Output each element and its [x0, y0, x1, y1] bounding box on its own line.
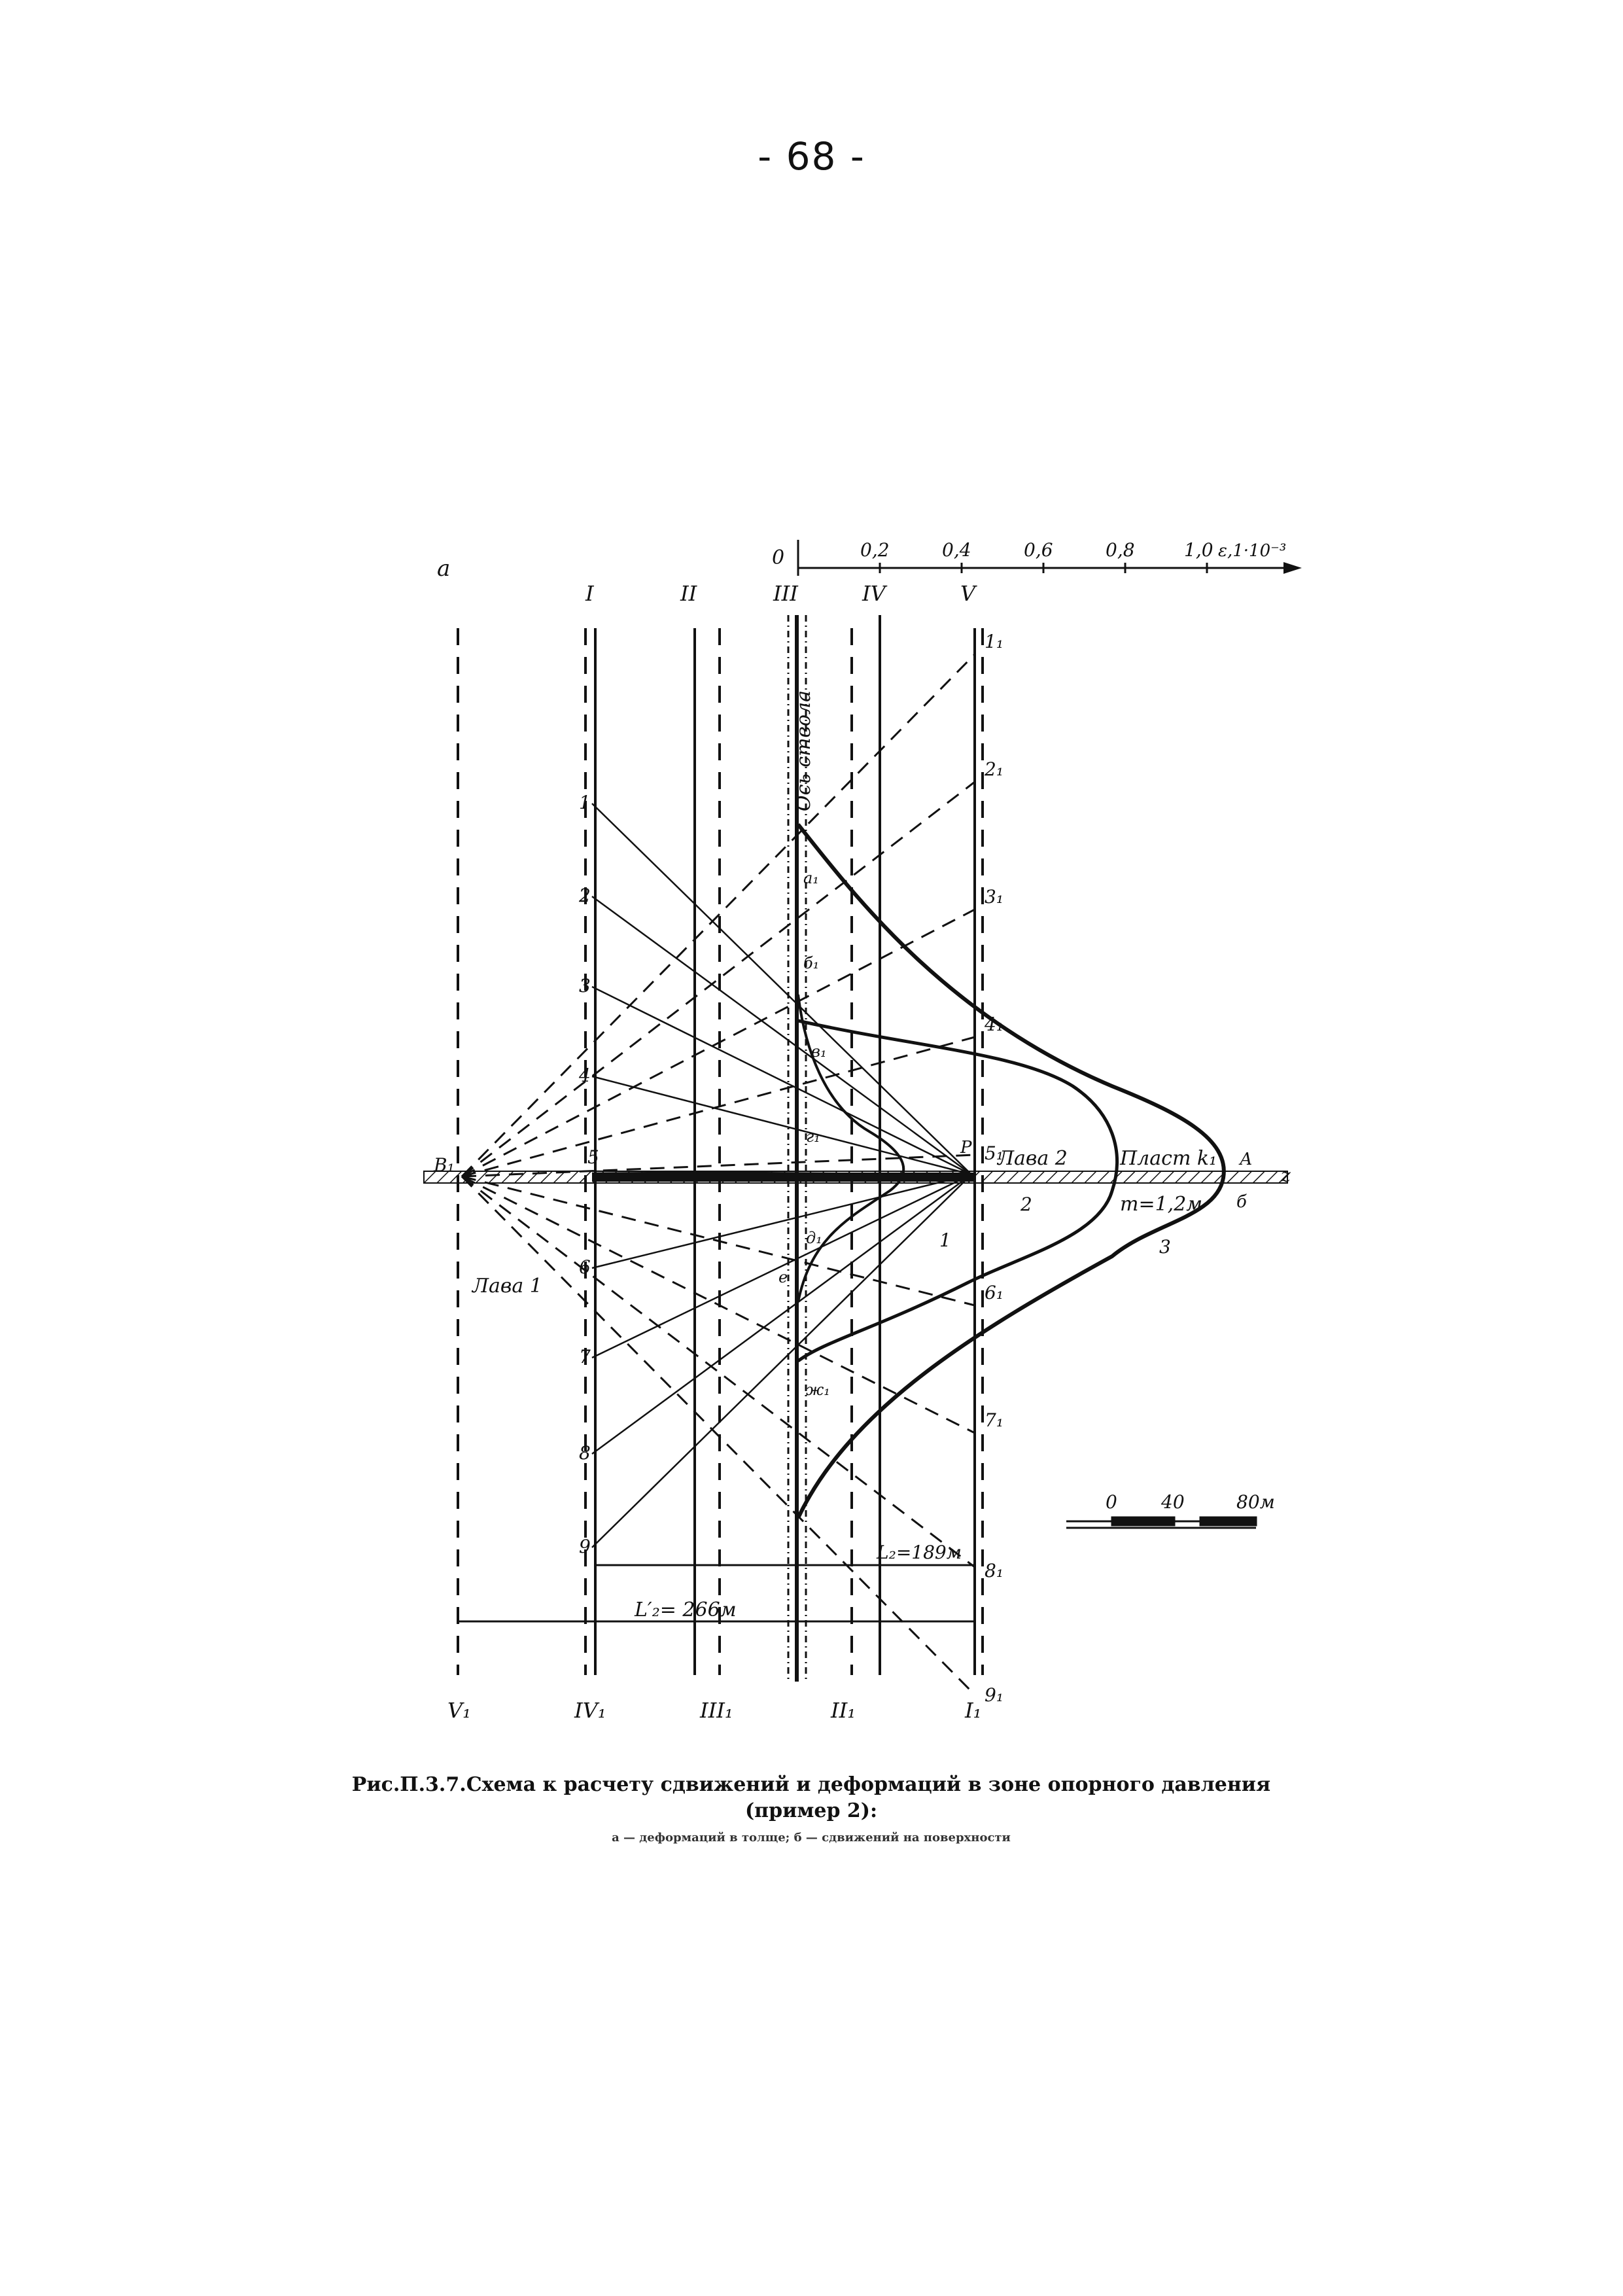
top-line-label: V: [960, 581, 976, 606]
left-point-label: 8: [579, 1442, 591, 1464]
axis-tick-label: 1,0: [1184, 539, 1213, 561]
right-point-label: 6₁: [985, 1282, 1004, 1303]
scale-label: 80м: [1236, 1491, 1275, 1513]
curve-point-label: б₁: [803, 954, 820, 972]
right-point-label: 4₁: [985, 1014, 1004, 1035]
point-b1-label: В₁: [434, 1154, 455, 1176]
axis-tick-label: 0,2: [860, 539, 890, 561]
lava-2-label: Лава 2: [998, 1147, 1068, 1170]
top-line-label: III: [773, 581, 798, 606]
right-point-label: 8₁: [985, 1560, 1004, 1581]
bottom-line-label: III₁: [700, 1698, 733, 1723]
shaft-axis-label: Ось ствола: [792, 690, 815, 811]
curve-number-label: 1: [939, 1229, 951, 1251]
axis-tick-label: 0,4: [942, 539, 971, 561]
left-point-label: 9: [579, 1536, 591, 1557]
left-point-label: 4: [579, 1065, 591, 1086]
axis-unit-label: ε,1·10⁻³: [1218, 541, 1287, 561]
seam-label: Пласт k₁: [1120, 1147, 1217, 1170]
right-point-label: 1₁: [985, 631, 1004, 652]
top-line-label: II: [680, 581, 697, 606]
top-line-label: I: [585, 581, 594, 606]
point-b-label: б: [1236, 1192, 1247, 1212]
caption-line-2: (пример 2):: [744, 1799, 878, 1822]
scale-label: 40: [1161, 1491, 1185, 1513]
right-point-label: 9₁: [985, 1684, 1004, 1706]
scale-label: 0: [1106, 1491, 1117, 1513]
curve-point-label: ж₁: [806, 1381, 830, 1399]
panel-label: a: [437, 556, 451, 582]
thickness-label: m=1,2м: [1120, 1193, 1203, 1216]
bottom-line-label: IV₁: [574, 1698, 606, 1723]
left-point-label: 2: [579, 885, 591, 906]
axis-tick-label: 0,8: [1106, 539, 1135, 561]
figure-legend: а — деформаций в толще; б — сдвижений на поверхности: [612, 1831, 1011, 1845]
axis-origin: 0: [772, 546, 785, 569]
caption-line-1: Рис.П.3.7.Схема к расчету сдвижений и деформаций в зоне опорного давления: [351, 1773, 1271, 1796]
curve-point-label: а₁: [803, 869, 819, 887]
point-p-label: Р: [960, 1138, 972, 1157]
top-line-label: IV: [862, 581, 886, 606]
bottom-line-label: I₁: [965, 1698, 982, 1723]
left-point-label: 3: [579, 975, 591, 997]
bottom-line-label: V₁: [447, 1698, 471, 1723]
curve-point-label: д₁: [806, 1229, 822, 1247]
vertical-lines: [458, 615, 983, 1682]
right-point-label: 2₁: [985, 758, 1004, 780]
axis-tick-label: 0,6: [1024, 539, 1053, 561]
right-point-label: 7₁: [985, 1409, 1004, 1431]
curve-point-label: е: [778, 1268, 788, 1286]
left-point-label: 6: [579, 1256, 591, 1278]
bottom-line-label: II₁: [831, 1698, 856, 1723]
left-point-label: 5: [587, 1146, 599, 1168]
axis-z-label: z: [1281, 1165, 1291, 1186]
curve-point-label: г₁: [806, 1127, 820, 1146]
page-number: - 68 -: [758, 134, 865, 179]
dimension-L2-prime: L′₂= 266м: [635, 1598, 737, 1621]
deformation-axis: [772, 539, 1302, 576]
right-point-label: 5₁: [985, 1142, 1004, 1164]
right-point-label: 3₁: [985, 886, 1004, 908]
curve-point-label: в₁: [811, 1042, 827, 1061]
left-point-label: 1: [579, 792, 591, 813]
figure-caption: [314, 1772, 1308, 1824]
dimension-L2: L₂=189м: [877, 1542, 962, 1563]
curve-number-label: 2: [1021, 1193, 1032, 1215]
scale-bar: [1066, 1517, 1256, 1528]
curve-number-label: 3: [1159, 1236, 1171, 1258]
point-a-label: А: [1240, 1150, 1253, 1169]
left-point-label: 7: [579, 1346, 591, 1368]
curve-2: [798, 1021, 1117, 1361]
lava-1-label: Лава 1: [472, 1275, 542, 1298]
coal-seam: [424, 1171, 1287, 1183]
